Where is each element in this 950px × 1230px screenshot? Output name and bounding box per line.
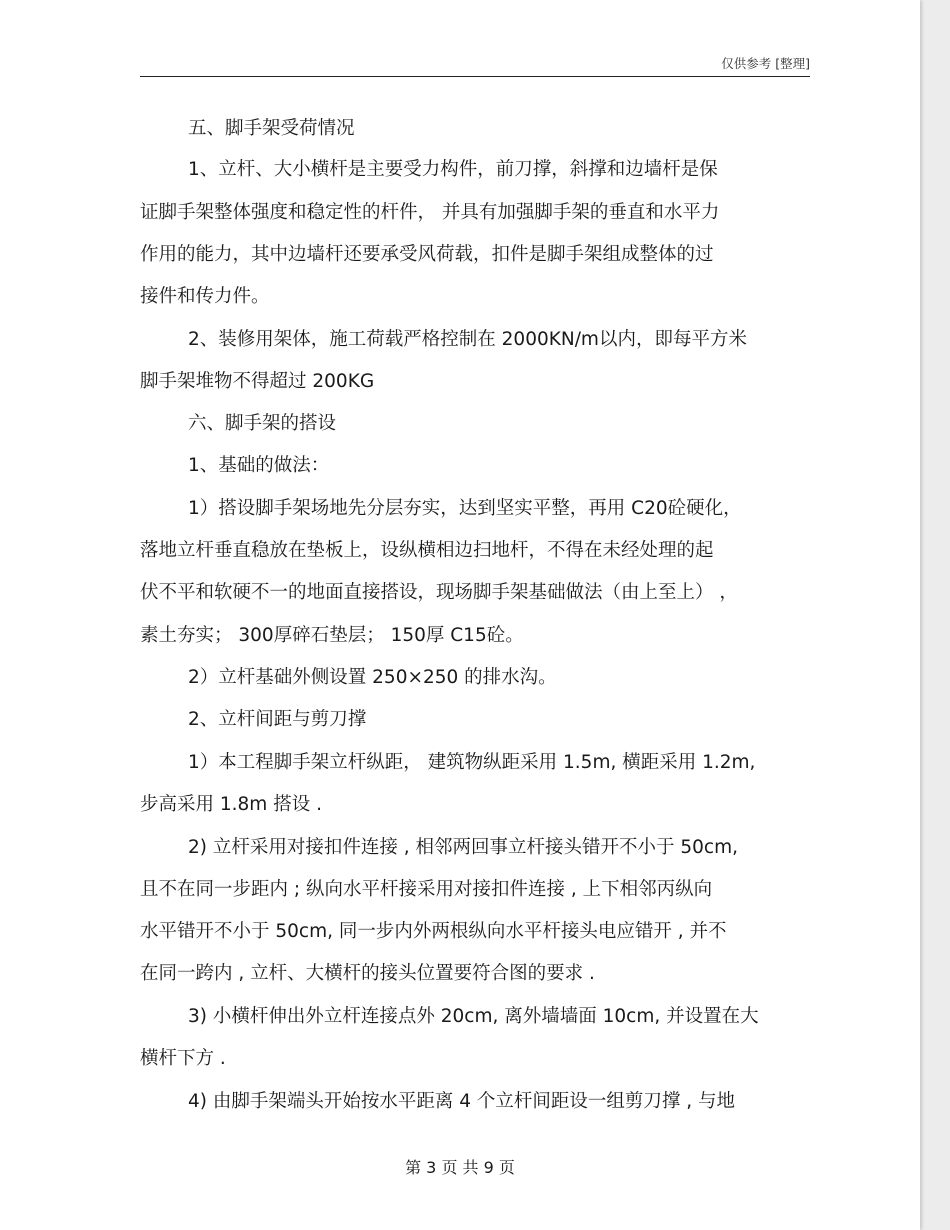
page-header: 仅供参考 [整理]: [721, 56, 810, 71]
paragraph-line: 2）立杆基础外侧设置 250×250 的排水沟。: [188, 667, 557, 688]
paragraph-line: 4) 由脚手架端头开始按水平距离 4 个立杆间距设一组剪刀撑 , 与地: [188, 1091, 736, 1112]
paragraph-line: 且不在同一步距内 ; 纵向水平杆接采用对接扣件连接 , 上下相邻丙纵向: [140, 879, 713, 900]
paragraph-line: 水平错开不小于 50cm, 同一步内外两根纵向水平杆接头电应错开 , 并不: [140, 921, 727, 942]
paragraph-line: 1、立杆、大小横杆是主要受力构件，前刀撑，斜撑和边墙杆是保: [188, 159, 718, 180]
paragraph-line: 脚手架堆物不得超过 200KG: [140, 371, 375, 392]
paragraph-line: 2、装修用架体，施工荷载严格控制在 2000KN/m以内，即每平方米: [188, 329, 747, 350]
subheading: 1、基础的做法：: [188, 455, 330, 476]
paragraph-line: 步高采用 1.8m 搭设 .: [140, 794, 322, 815]
page-number-footer: 第 3 页 共 9 页: [405, 1158, 515, 1177]
paragraph-line: 2) 立杆采用对接扣件连接 , 相邻两回事立杆接头错开不小于 50cm,: [188, 837, 739, 858]
paragraph-line: 证脚手架整体强度和稳定性的杆件， 并具有加强脚手架的垂直和水平力: [140, 202, 720, 223]
paragraph-line: 素土夯实； 300厚碎石垫层； 150厚 C15砼。: [140, 625, 524, 646]
header-rule: [140, 76, 810, 77]
paragraph-line: 伏不平和软硬不一的地面直接搭设，现场脚手架基础做法（由上至上） ，: [140, 582, 738, 603]
paragraph-line: 1）搭设脚手架场地先分层夯实，达到坚实平整，再用 C20砼硬化，: [188, 498, 742, 519]
paragraph-line: 在同一跨内 , 立杆、大横杆的接头位置要符合图的要求 .: [140, 963, 595, 984]
paragraph-line: 横杆下方 .: [140, 1048, 226, 1069]
paragraph-line: 落地立杆垂直稳放在垫板上，设纵横相边扫地杆，不得在未经处理的起: [140, 540, 714, 561]
paragraph-line: 1）本工程脚手架立杆纵距， 建筑物纵距采用 1.5m, 横距采用 1.2m,: [188, 752, 756, 773]
section-heading-5: 五、脚手架受荷情况: [188, 118, 355, 139]
section-heading-6: 六、脚手架的搭设: [188, 413, 337, 434]
paragraph-line: 作用的能力，其中边墙杆还要承受风荷载，扣件是脚手架组成整体的过: [140, 244, 714, 265]
subheading: 2、立杆间距与剪刀撑: [188, 709, 367, 730]
paragraph-line: 3) 小横杆伸出外立杆连接点外 20cm, 离外墙墙面 10cm, 并设置在大: [188, 1006, 759, 1027]
paragraph-line: 接件和传力件。: [140, 286, 270, 307]
